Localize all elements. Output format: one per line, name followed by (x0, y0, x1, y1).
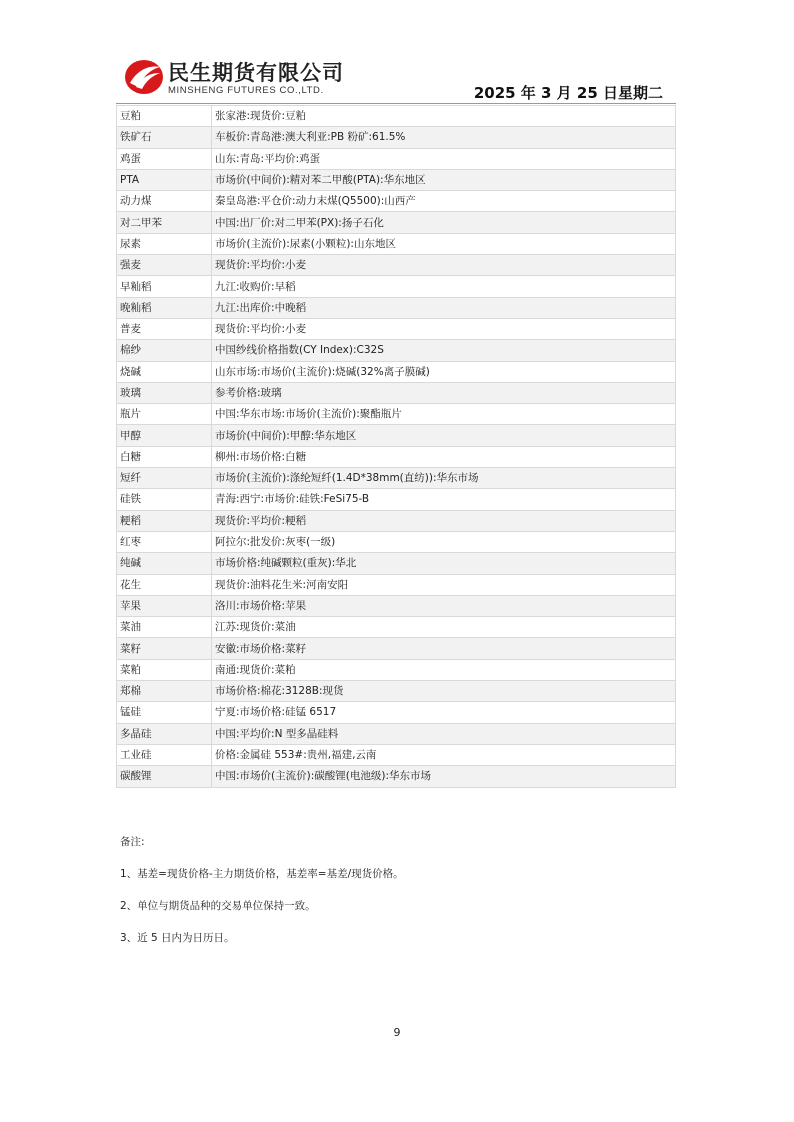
commodity-name-cell: 瓶片 (117, 404, 212, 425)
commodity-name-cell: 棉纱 (117, 340, 212, 361)
commodity-name-cell: 苹果 (117, 595, 212, 616)
price-source-cell: 市场价(中间价):甲醇:华东地区 (212, 425, 676, 446)
note-item: 1、基差=现货价格-主力期货价格，基差率=基差/现货价格。 (120, 868, 404, 880)
price-source-cell: 市场价格:棉花:3128B:现货 (212, 681, 676, 702)
price-source-cell: 九江:收购价:早稻 (212, 276, 676, 297)
commodity-name-cell: 多晶硅 (117, 723, 212, 744)
price-source-cell: 市场价格:纯碱颗粒(重灰):华北 (212, 553, 676, 574)
price-source-cell: 山东:青岛:平均价:鸡蛋 (212, 148, 676, 169)
price-source-cell: 市场价(主流价):涤纶短纤(1.4D*38mm(直纺)):华东市场 (212, 468, 676, 489)
table-row (117, 489, 676, 510)
commodity-name-cell: 硅铁 (117, 489, 212, 510)
commodity-name-cell: 纯碱 (117, 553, 212, 574)
commodity-name-cell: 玻璃 (117, 382, 212, 403)
price-source-cell: 江苏:现货价:菜油 (212, 617, 676, 638)
table-row (117, 404, 676, 425)
table-row (117, 723, 676, 744)
notes-title: 备注: (120, 836, 145, 848)
table-row (117, 233, 676, 254)
table-row (117, 553, 676, 574)
commodity-name-cell: 花生 (117, 574, 212, 595)
commodity-name-cell: 甲醇 (117, 425, 212, 446)
table-row (117, 382, 676, 403)
price-source-cell: 张家港:现货价:豆粕 (212, 106, 676, 127)
price-source-cell: 秦皇岛港:平仓价:动力末煤(Q5500):山西产 (212, 191, 676, 212)
header-divider (116, 103, 676, 104)
price-source-cell: 中国:出厂价:对二甲苯(PX):扬子石化 (212, 212, 676, 233)
company-name-cn: 民生期货有限公司 (168, 61, 344, 85)
commodity-name-cell: 红枣 (117, 531, 212, 552)
note-item: 3、近 5 日内为日历日。 (120, 932, 235, 944)
price-source-cell: 现货价:平均价:小麦 (212, 318, 676, 339)
price-source-cell: 市场价(主流价):尿素(小颗粒):山东地区 (212, 233, 676, 254)
commodity-name-cell: 豆粕 (117, 106, 212, 127)
price-source-cell: 现货价:平均价:小麦 (212, 255, 676, 276)
commodity-name-cell: 铁矿石 (117, 127, 212, 148)
commodity-name-cell: 强麦 (117, 255, 212, 276)
commodity-name-cell: 尿素 (117, 233, 212, 254)
commodity-name-cell: 对二甲苯 (117, 212, 212, 233)
price-source-cell: 南通:现货价:菜粕 (212, 659, 676, 680)
table-row (117, 169, 676, 190)
price-source-cell: 现货价:平均价:粳稻 (212, 510, 676, 531)
table-row (117, 659, 676, 680)
table-row (117, 212, 676, 233)
commodity-name-cell: 烧碱 (117, 361, 212, 382)
table-row (117, 531, 676, 552)
table-row (117, 148, 676, 169)
table-row (117, 425, 676, 446)
page-header (0, 0, 794, 104)
price-source-cell: 柳州:市场价格:白糖 (212, 446, 676, 467)
notes-section (120, 836, 404, 964)
commodity-name-cell: 鸡蛋 (117, 148, 212, 169)
price-source-cell: 宁夏:市场价格:硅锰 6517 (212, 702, 676, 723)
commodity-name-cell: 菜油 (117, 617, 212, 638)
company-name-en: MINSHENG FUTURES CO.,LTD. (168, 85, 324, 96)
table-row (117, 574, 676, 595)
price-source-cell: 阿拉尔:批发价:灰枣(一级) (212, 531, 676, 552)
table-row (117, 127, 676, 148)
table-row (117, 638, 676, 659)
price-source-cell: 九江:出库价:中晚稻 (212, 297, 676, 318)
table-row (117, 361, 676, 382)
commodity-name-cell: 菜粕 (117, 659, 212, 680)
commodity-name-cell: 早籼稻 (117, 276, 212, 297)
commodity-name-cell: 白糖 (117, 446, 212, 467)
commodity-name-cell: 郑棉 (117, 681, 212, 702)
price-source-cell: 中国:市场价(主流价):碳酸锂(电池级):华东市场 (212, 766, 676, 787)
table-row (117, 766, 676, 787)
table-row (117, 446, 676, 467)
table-row (117, 318, 676, 339)
commodity-name-cell: 碳酸锂 (117, 766, 212, 787)
table-row (117, 617, 676, 638)
commodity-name-cell: 普麦 (117, 318, 212, 339)
commodity-name-cell: 工业硅 (117, 744, 212, 765)
price-source-cell: 车板价:青岛港:澳大利亚:PB 粉矿:61.5% (212, 127, 676, 148)
table-row (117, 297, 676, 318)
company-logo (124, 57, 364, 99)
price-source-cell: 中国:平均价:N 型多晶硅料 (212, 723, 676, 744)
price-source-cell: 安徽:市场价格:菜籽 (212, 638, 676, 659)
price-source-cell: 中国:华东市场:市场价(主流价):聚酯瓶片 (212, 404, 676, 425)
price-source-cell: 青海:西宁:市场价:硅铁:FeSi75-B (212, 489, 676, 510)
table-row (117, 595, 676, 616)
table-row (117, 191, 676, 212)
table-row (117, 681, 676, 702)
commodity-name-cell: 锰硅 (117, 702, 212, 723)
table-row (117, 744, 676, 765)
price-source-cell: 中国纱线价格指数(CY Index):C32S (212, 340, 676, 361)
price-source-cell: 市场价(中间价):精对苯二甲酸(PTA):华东地区 (212, 169, 676, 190)
commodity-name-cell: PTA (117, 169, 212, 190)
price-source-cell: 山东市场:市场价(主流价):烧碱(32%离子膜碱) (212, 361, 676, 382)
table-row (117, 702, 676, 723)
table-row (117, 106, 676, 127)
table-row (117, 340, 676, 361)
price-source-cell: 参考价格:玻璃 (212, 382, 676, 403)
price-source-cell: 洛川:市场价格:苹果 (212, 595, 676, 616)
commodity-name-cell: 粳稻 (117, 510, 212, 531)
price-source-cell: 价格:金属硅 553#:贵州,福建,云南 (212, 744, 676, 765)
table-row (117, 468, 676, 489)
minsheng-logo-icon (124, 59, 164, 95)
report-date: 2025 年 3 月 25 日星期二 (473, 84, 663, 102)
commodity-name-cell: 晚籼稻 (117, 297, 212, 318)
table-row (117, 510, 676, 531)
commodity-name-cell: 菜籽 (117, 638, 212, 659)
table-row (117, 255, 676, 276)
table-row (117, 276, 676, 297)
page-number: 9 (393, 1026, 401, 1039)
note-item: 2、单位与期货品种的交易单位保持一致。 (120, 900, 316, 912)
price-source-table (116, 105, 676, 788)
commodity-name-cell: 短纤 (117, 468, 212, 489)
commodity-name-cell: 动力煤 (117, 191, 212, 212)
price-source-cell: 现货价:油料花生米:河南安阳 (212, 574, 676, 595)
